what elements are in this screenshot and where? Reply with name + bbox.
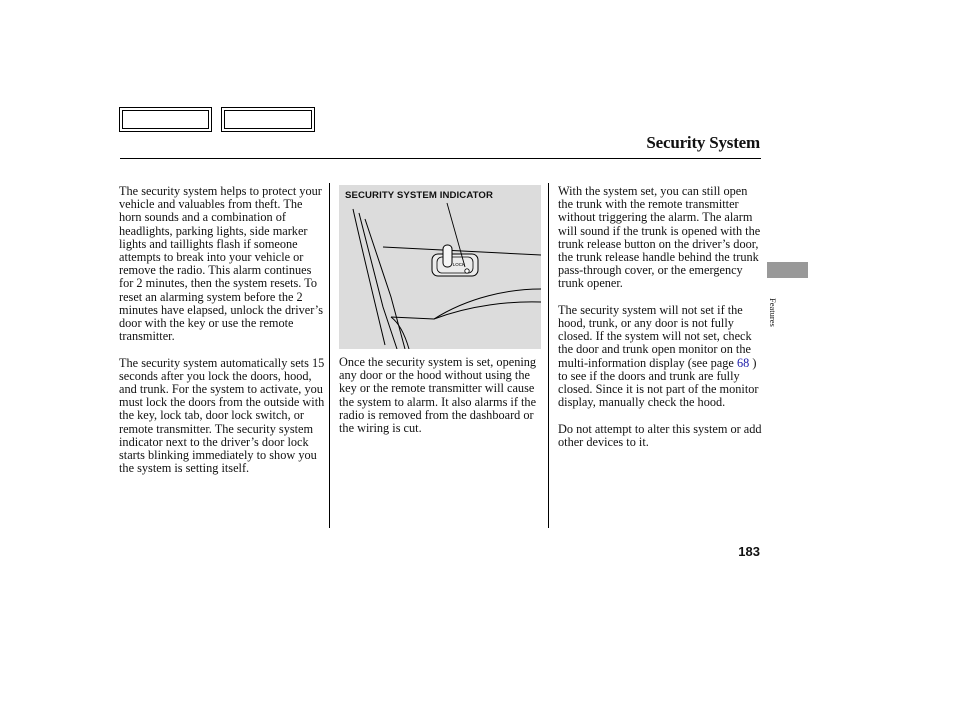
paragraph: The security system helps to protect your vehicle and valuables from theft. The horn sounds and a combination of headlights, parking lights, side marker lights and taillights flash if someone attempts to break into your vehicle or remove the radio. This alarm continues for 2 minutes, then the system resets. To reset an alarming system before the 2 minutes have elapsed, unlock the driver’s door with the key or use the remote transmitter. <box>119 184 323 344</box>
page-title: Security System <box>646 133 760 152</box>
figure-caption: SECURITY SYSTEM INDICATOR <box>345 190 494 201</box>
door-illustration <box>339 185 541 349</box>
security-indicator-figure <box>339 185 541 349</box>
title-rule <box>120 158 761 159</box>
lock-label: LOCK <box>452 262 465 267</box>
text-column-2 <box>339 356 539 448</box>
paragraph: The security system automatically sets 15 seconds after you lock the doors, hood, and trunk. For the system to activate, you must lock the doors from the outside with the key, lock tab, door lock switch, or remote transmitter. The security system indicator next to the driver’s door lock starts blinking immediately to show you the system is setting itself. <box>119 355 325 476</box>
section-tab[interactable] <box>767 262 808 278</box>
text-column-3 <box>558 185 764 462</box>
paragraph-text: The security system will not set if the hood, trunk, or any door is not fully closed. If the system will not set, check the door and trunk open monitor on the multi-information display (see page <box>558 302 752 370</box>
paragraph: Do not attempt to alter this system or add other devices to it. <box>558 421 762 449</box>
nav-button-1-frame <box>122 110 209 129</box>
section-label: Features <box>768 298 778 327</box>
nav-button-2-frame <box>224 110 312 129</box>
paragraph <box>558 304 764 410</box>
indicator-light-icon <box>465 269 469 273</box>
paragraph: Once the security system is set, opening any door or the hood without using the key or the remote transmitter will cause the system to alarm. It also alarms if the radio is removed from the dashboard or the wiring is cut. <box>339 355 537 436</box>
nav-button-1[interactable] <box>119 107 212 132</box>
paragraph-text: ) to see if the doors and trunk are fully closed. Since it is not part of the monitor display, manually check the hood. <box>558 355 759 410</box>
paragraph: With the system set, you can still open the trunk with the remote transmitter without triggering the alarm. The alarm will sound if the trunk is opened with the trunk release button on the driver’s door, the trunk release handle behind the trunk pass-through cover, or the emergency trunk opener. <box>558 184 761 291</box>
text-column-1 <box>119 185 325 489</box>
page-link[interactable]: 68 <box>736 355 750 370</box>
nav-button-2[interactable] <box>221 107 315 132</box>
column-divider <box>548 183 549 528</box>
page-number: 183 <box>738 544 760 559</box>
column-divider <box>329 183 330 528</box>
